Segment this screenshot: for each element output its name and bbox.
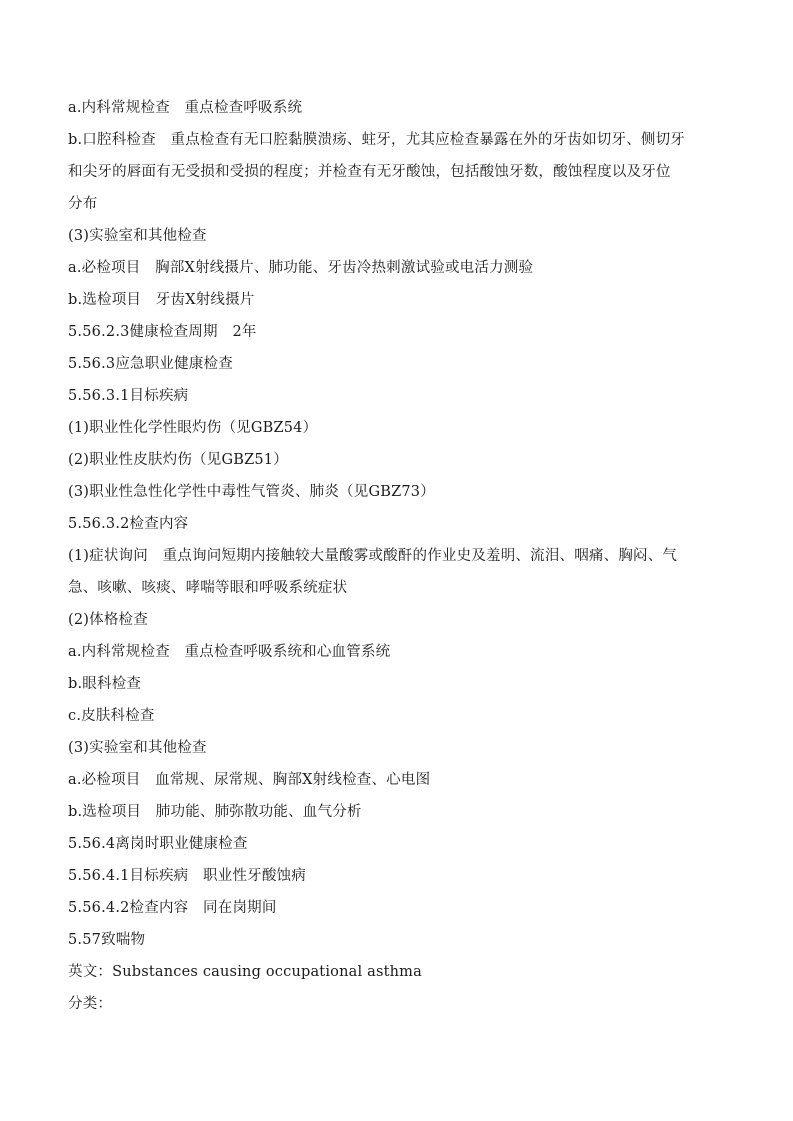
document-body (68, 92, 728, 1020)
text-line: b.口腔科检查 重点检查有无口腔黏膜溃疡、蛀牙，尤其应检查暴露在外的牙齿如切牙、侧切牙 (68, 132, 685, 148)
text-line: a.必检项目 血常规、尿常规、胸部X射线检查、心电图 (68, 772, 431, 788)
text-line: (3)实验室和其他检查 (68, 740, 207, 756)
section-heading: 5.56.4离岗时职业健康检查 (68, 836, 248, 852)
section-heading: 5.57致喘物 (68, 932, 146, 948)
english-name-line: 英文：Substances causing occupational asthma (68, 964, 422, 980)
text-line: c.皮肤科检查 (68, 708, 155, 724)
text-line: 和尖牙的唇面有无受损和受损的程度；并检查有无牙酸蚀，包括酸蚀牙数，酸蚀程度以及牙位 (68, 164, 671, 180)
text-line: b.眼科检查 (68, 676, 142, 692)
text-line: (2)体格检查 (68, 612, 148, 628)
subsection-heading: 5.56.4.1目标疾病 职业性牙酸蚀病 (68, 868, 306, 884)
section-heading: 5.56.3应急职业健康检查 (68, 356, 233, 372)
text-line: b.选检项目 牙齿X射线摄片 (68, 292, 255, 308)
text-line: 5.56.2.3健康检查周期 2年 (68, 324, 257, 340)
text-line: 急、咳嗽、咳痰、哮喘等眼和呼吸系统症状 (68, 580, 348, 596)
subsection-heading: 5.56.3.1目标疾病 (68, 388, 189, 404)
subsection-heading: 5.56.4.2检查内容 同在岗期间 (68, 900, 277, 916)
text-line: (2)职业性皮肤灼伤（见GBZ51） (68, 452, 288, 468)
subsection-heading: 5.56.3.2检查内容 (68, 516, 189, 532)
text-line: a.内科常规检查 重点检查呼吸系统和心血管系统 (68, 644, 391, 660)
text-line: a.必检项目 胸部X射线摄片、肺功能、牙齿冷热刺激试验或电活力测验 (68, 260, 534, 276)
text-line: b.选检项目 肺功能、肺弥散功能、血气分析 (68, 804, 362, 820)
text-line: (1)职业性化学性眼灼伤（见GBZ54） (68, 420, 318, 436)
classification-line: 分类： (68, 996, 113, 1012)
text-line: (3)实验室和其他检查 (68, 228, 207, 244)
text-line: 分布 (68, 196, 98, 212)
text-line: (1)症状询问 重点询问短期内接触较大量酸雾或酸酐的作业史及羞明、流泪、咽痛、胸闷、气 (68, 548, 678, 564)
text-line: a.内科常规检查 重点检查呼吸系统 (68, 100, 303, 116)
text-line: (3)职业性急性化学性中毒性气管炎、肺炎（见GBZ73） (68, 484, 435, 500)
